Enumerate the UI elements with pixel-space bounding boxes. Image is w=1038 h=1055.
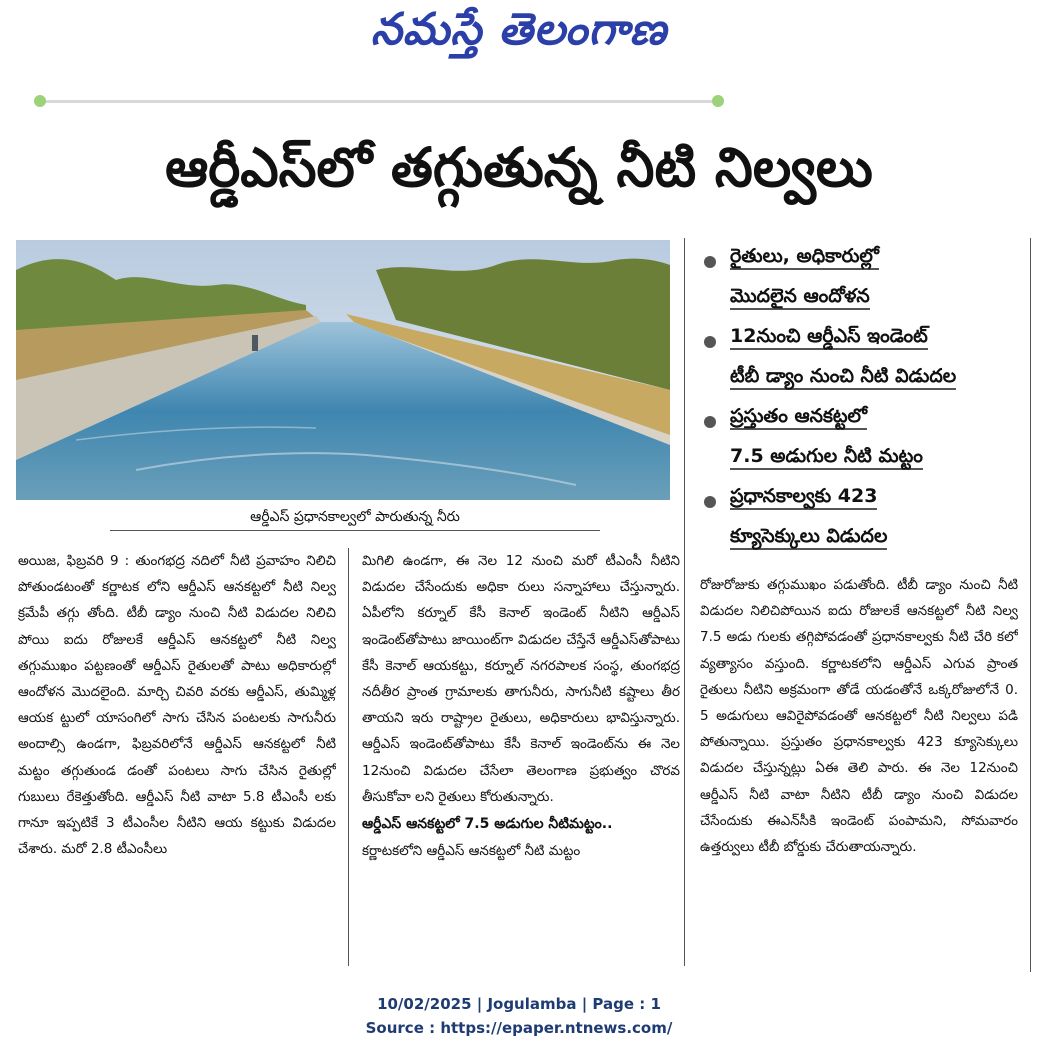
divider-right-ornament (712, 95, 724, 107)
highlight-line: మొదలైన ఆందోళన (730, 278, 1030, 318)
article-paragraph: అయిజ, ఫిబ్రవరి 9 : తుంగభద్ర నదిలో నీటి ప్రవాహం నిలిచి పోతుండటంతో కర్ణాటక లోని ఆర్డీఎస్ ఆనకట్టలో నీటి నిల్వ క్రమేపీ తగ్గు తోంది. టీబీ డ్యాం నుంచి నీటి విడుదల నిలిచి పోయి ఐదు రోజులకే ఆర్డీఎస్ ఆనకట్టలో నీటి నిల్వ తగ్గుముఖం పట్టణంతో ఆర్డీఎస్ రైతులతో పాటు అధికారుల్లో ఆందోళన మొదలైంది. మార్చి చివరి వరకు ఆర్డీఎస్, తుమ్మిళ్ల ఆయక ట్టులో యాసంగిలో సాగు చేసిన పంటలకు సాగునీరు అందాల్సి ఉండగా, ఫిబ్రవరిలోనే ఆర్డీఎస్ ఆనకట్టలో నీటి మట్టం తగ్గుతుండ డంతో పంటలు సాగు చేసిన రైతుల్లో గుబులు రేకెత్తుతోంది. ఆర్డీఎస్ నీటి వాటా 5.8 టీఎంసీ లకు గానూ ఇప్పటికే 3 టీఎంసీల నీటిని ఆయ కట్టుకు విడుదల చేశారు. మరో 2.8 టీఎంసీలు (18, 553, 336, 858)
source-link[interactable]: Source : https://epaper.ntnews.com/ (365, 1019, 673, 1037)
highlights-box (700, 238, 1030, 558)
newspaper-masthead (0, 4, 1038, 74)
masthead-title: నమస్తే తెలంగాణ (370, 4, 668, 55)
highlight-item (700, 478, 1030, 558)
article-column-2 (362, 548, 680, 968)
article-column-3 (700, 572, 1018, 968)
divider-left-ornament (34, 95, 46, 107)
column-divider (348, 548, 349, 966)
article-paragraph: రోజురోజుకు తగ్గుముఖం పడుతోంది. టీబీ డ్యాం నుంచి నీటి విడుదల నిలిచిపోయిన ఐదు రోజులకే ఆనకట్టలో నీటి నిల్వ 7.5 అడు గులకు తగ్గిపోవడంతో ప్రధానకాల్వకు నీటి చేరి కలో వ్యత్యాసం వస్తుంది. కర్ణాటకలోని ఆర్డీఎస్ ఎగువ ప్రాంత రైతులు నీటిని అక్రమంగా తోడే యడంతోనే ఒక్కరోజులోనే 0. 5 అడుగులు ఆవిరైపోవడంతో ఆనకట్టలో నీటి నిల్వలు పడి పోతున్నాయి. ప్రస్తుతం ప్రధానకాల్వకు 423 క్యూసెక్కులు విడుదల చేస్తున్నట్లు ఏఈ తెలి పారు. ఈ నెల 12నుంచి ఆర్డీఎస్ నీటి వాటా నీటిని టీబీ డ్యాం నుంచి విడుదల చేసేందుకు ఈఎన్‌సీకి ఇండెంట్ పంపామని, సోమవారం ఉత్తర్వులు టీబీ బోర్డుకు చేరుతాయన్నారు. (700, 577, 1018, 856)
highlight-line: టీబీ డ్యాం నుంచి నీటి విడుదల (730, 358, 1030, 398)
column-divider (684, 238, 685, 568)
column-divider (1030, 238, 1031, 972)
highlight-line: క్యూసెక్కులు విడుదల (730, 518, 1030, 558)
header-divider (36, 100, 722, 103)
highlight-line: ప్రధానకాల్వకు 423 (730, 478, 1030, 518)
column-divider (684, 548, 685, 966)
article-paragraph: మిగిలి ఉండగా, ఈ నెల 12 నుంచి మరో టీఎంసీ నీటిని విడుదల చేసేందుకు అధికా రులు సన్నాహాలు చేస్తున్నారు. ఏపీలోని కర్నూల్ కేసీ కెనాల్ ఇండెంట్ నీటిని ఆర్డీఎస్ ఇండెంట్‌తోపాటు జాయింట్‌గా విడుదల చేస్తేనే ఆర్డీఎస్‌తోపాటు కేసీ కెనాల్ ఆయకట్టు, కర్నూల్ నగరపాలక సంస్థ, తుంగభద్ర నదీతీర ప్రాంత గ్రామాలకు తాగునీరు, సాగునీటి కష్టాలు తీర తాయని ఇరు రాష్ట్రాల రైతులు, అధికారులు భావిస్తున్నారు. ఆర్డీఎస్ ఇండెంట్‌తోపాటు కేసీ కెనాల్ ఇండెంట్‌ను ఈ నెల 12నుంచి విడుదల చేసేలా తెలంగాణ ప్రభుత్వం చొరవ తీసుకోవా లని రైతులు కోరుతున్నారు. (362, 553, 680, 805)
photo-caption: ఆర్డీఎస్ ప్రధానకాల్వలో పారుతున్న నీరు (110, 503, 600, 531)
highlight-line: రైతులు, అధికారుల్లో (730, 238, 1030, 278)
page-footer (0, 992, 1038, 1040)
edition-info: 10/02/2025 | Jogulamba | Page : 1 (377, 995, 661, 1013)
article-column-1 (18, 548, 336, 968)
article-subheading: ఆర్డీఎస్ ఆనకట్టలో 7.5 అడుగుల నీటిమట్టం.. (362, 816, 613, 833)
article-paragraph: కర్ణాటకలోని ఆర్డీఎస్ ఆనకట్టలో నీటి మట్టం (362, 843, 581, 860)
article-headline: ఆర్డీఎస్‌లో తగ్గుతున్న నీటి నిల్వలు (165, 136, 873, 199)
highlight-item (700, 398, 1030, 478)
highlight-item (700, 318, 1030, 398)
highlight-line: 12నుంచి ఆర్డీఎస్ ఇండెంట్ (730, 318, 1030, 358)
highlight-line: 7.5 అడుగుల నీటి మట్టం (730, 438, 1030, 478)
canal-photo (16, 240, 670, 500)
highlight-line: ప్రస్తుతం ఆనకట్టలో (730, 398, 1030, 438)
highlight-item (700, 238, 1030, 318)
